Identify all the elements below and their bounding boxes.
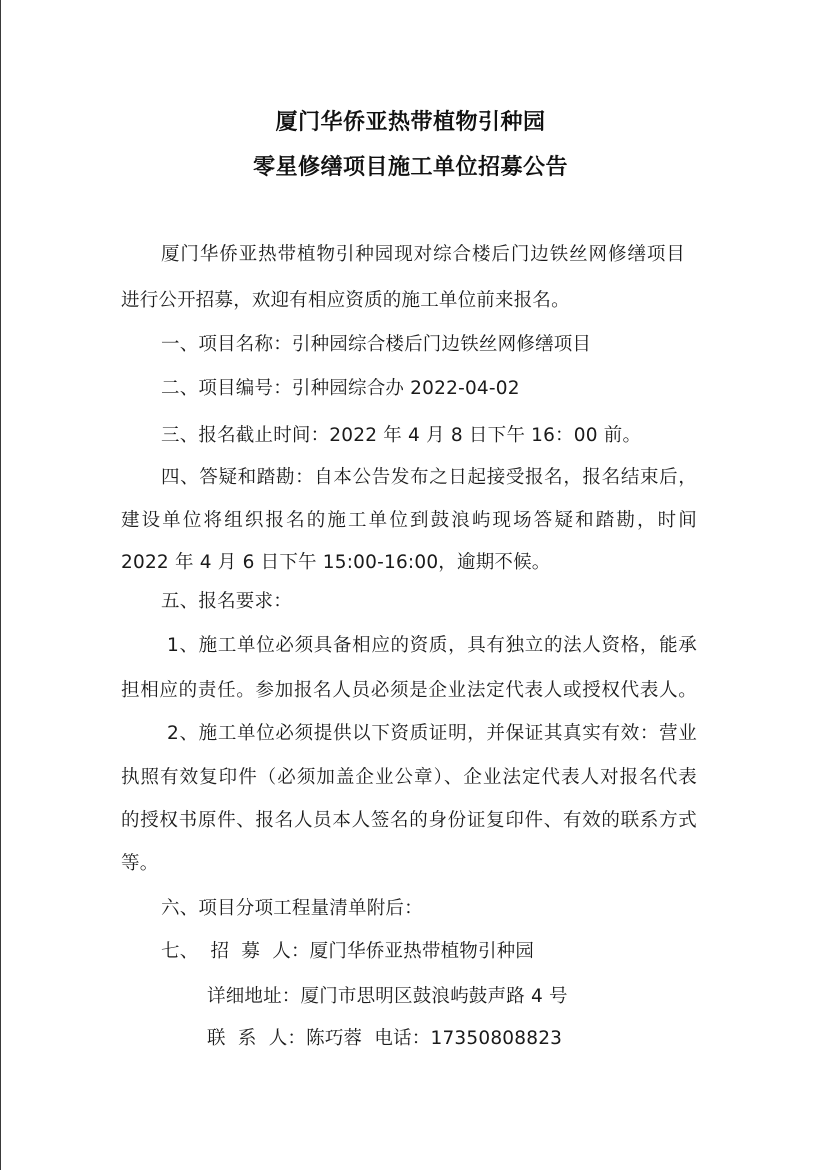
contact-line: 联 系 人：陈巧蓉 电话：17350808823	[207, 1028, 563, 1049]
document-title-line1: 厦门华侨亚热带植物引种园	[275, 110, 546, 135]
item-qa-line-2: 建设单位将组织报名的施工单位到鼓浪屿现场答疑和踏勘，时间	[121, 510, 697, 531]
intro-line-2: 进行公开招募，欢迎有相应资质的施工单位前来报名。	[121, 290, 570, 311]
requirement-2-line-3: 的授权书原件、报名人员本人签名的身份证复印件、有效的联系方式	[121, 810, 697, 831]
requirement-1-line-1: 1、施工单位必须具备相应的资质，具有独立的法人资格，能承	[167, 635, 697, 656]
document-title-line2: 零星修缮项目施工单位招募公告	[252, 155, 568, 180]
item-qa-line-1: 四、答疑和踏勘：自本公告发布之日起接受报名，报名结束后，	[161, 467, 697, 488]
address-line: 详细地址：厦门市思明区鼓浪屿鼓声路 4 号	[207, 986, 568, 1007]
item-requirements: 五、报名要求：	[161, 591, 292, 612]
item-bill-of-quantities: 六、项目分项工程量清单附后：	[161, 898, 423, 919]
item-deadline: 三、报名截止时间：2022 年 4 月 8 日下午 16：00 前。	[161, 425, 642, 446]
item-recruiter: 七、 招 募 人：厦门华侨亚热带植物引种园	[161, 941, 535, 962]
item-project-name: 一、项目名称：引种园综合楼后门边铁丝网修缮项目	[161, 334, 592, 355]
requirement-1-line-2: 担相应的责任。参加报名人员必须是企业法定代表人或授权代表人。	[121, 680, 697, 701]
item-qa-line-3: 2022 年 4 月 6 日下午 15:00-16:00，逾期不候。	[121, 552, 551, 573]
requirement-2-line-4: 等。	[121, 853, 159, 874]
intro-line-1: 厦门华侨亚热带植物引种园现对综合楼后门边铁丝网修缮项目	[161, 244, 685, 265]
requirement-2-line-2: 执照有效复印件（必须加盖企业公章）、企业法定代表人对报名代表	[121, 767, 697, 788]
item-project-number: 二、项目编号：引种园综合办 2022-04-02	[161, 378, 520, 399]
requirement-2-line-1: 2、施工单位必须提供以下资质证明，并保证其真实有效：营业	[167, 723, 697, 744]
